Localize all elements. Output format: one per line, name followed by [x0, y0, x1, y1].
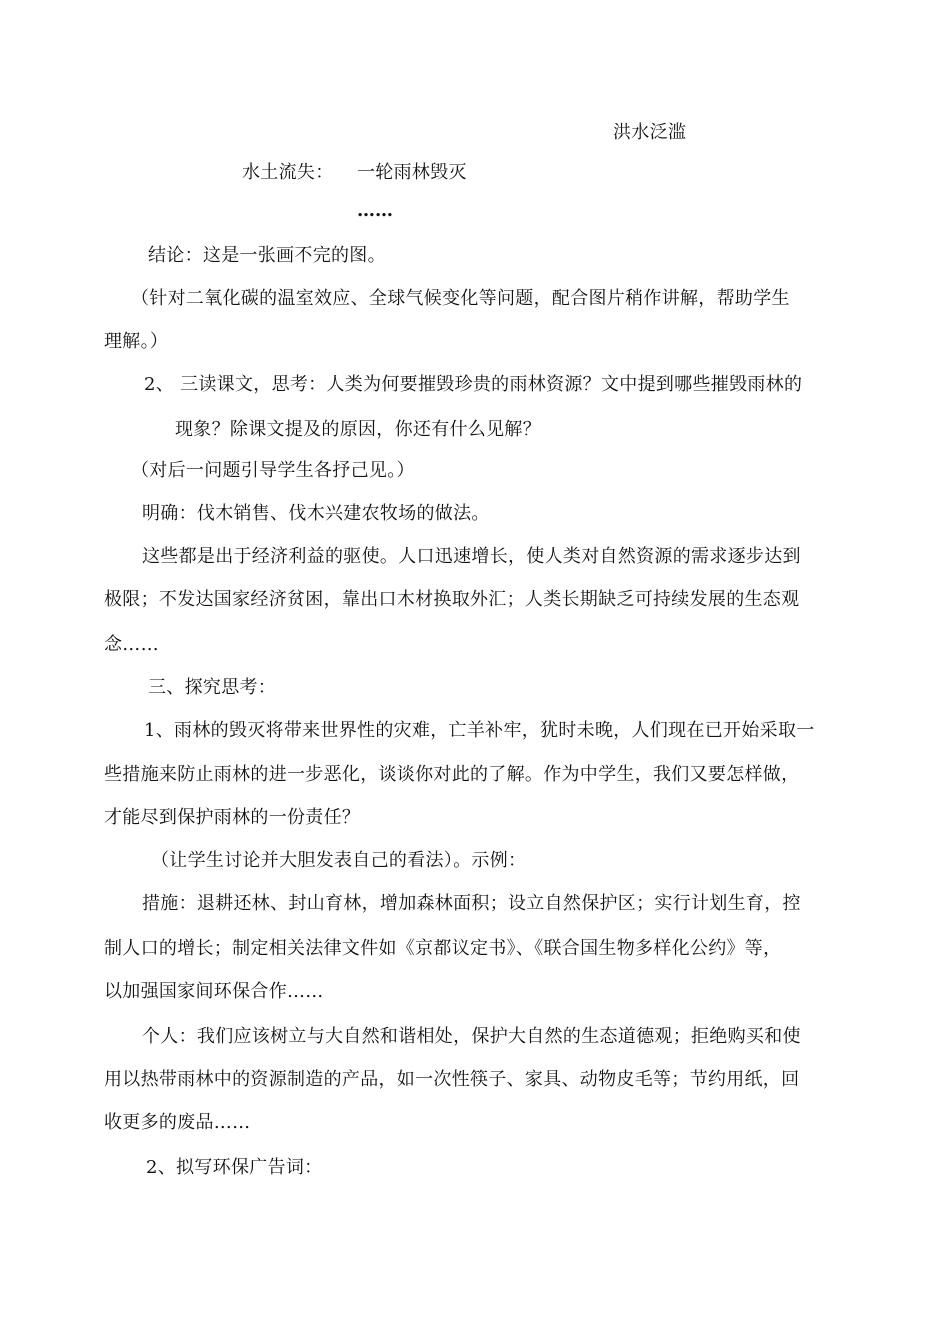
para1-line2: 极限；不发达国家经济贫困，靠出口木材换取外汇；人类长期缺乏可持续发展的生态观 [104, 589, 800, 610]
diagram-soil-loss: 水土流失： [242, 162, 334, 183]
para1-line1: 这些都是出于经济利益的驱使。人口迅速增长，使人类对自然资源的需求逐步达到 [142, 546, 801, 567]
note1-line1: （针对二氧化碳的温室效应、全球气候变化等问题，配合图片稍作讲解，帮助学生 [131, 288, 790, 309]
note3: （让学生讨论并大胆发表自己的看法）。示例： [151, 850, 527, 871]
q2-line2: 现象？除课文提及的原因，你还有什么见解？ [175, 419, 541, 440]
q2-line1: 2、 三读课文，思考：人类为何要摧毁珍贵的雨林资源？文中提到哪些摧毁雨林的 [144, 374, 803, 395]
conclusion: 结论：这是一张画不完的图。 [148, 245, 386, 266]
q2b-heading: 2、拟写环保广告词： [146, 1157, 323, 1178]
clarify: 明确：伐木销售、伐木兴建农牧场的做法。 [142, 503, 490, 524]
q1-line1: 1、雨林的毁灭将带来世界性的灾难，亡羊补牢，犹时未晚，人们现在已开始采取一 [144, 720, 815, 741]
measures-line3: 以加强国家间环保合作…… [104, 981, 324, 1002]
measures-line1: 措施：退耕还林、封山育林，增加森林面积；设立自然保护区；实行计划生育，控 [142, 893, 801, 914]
q1-line3: 才能尽到保护雨林的一份责任？ [104, 807, 361, 828]
diagram-ellipsis: …… [357, 200, 393, 221]
note2: （对后一问题引导学生各抒己见。） [131, 460, 415, 481]
personal-line2: 用以热带雨林中的资源制造的产品，如一次性筷子、家具、动物皮毛等；节约用纸，回 [104, 1069, 800, 1090]
note1-line2: 理解。） [104, 331, 169, 352]
diagram-rainforest: 一轮雨林毁灭 [357, 162, 467, 183]
diagram-flood: 洪水泛滥 [613, 122, 687, 143]
section3-heading: 三、探究思考： [148, 677, 277, 698]
q1-line2: 些措施来防止雨林的进一步恶化，谈谈你对此的了解。作为中学生，我们又要怎样做， [104, 764, 800, 785]
para1-line3: 念…… [104, 634, 159, 655]
personal-line1: 个人：我们应该树立与大自然和谐相处，保护大自然的生态道德观；拒绝购买和使 [142, 1026, 801, 1047]
measures-line2: 制人口的增长；制定相关法律文件如《京都议定书》、《联合国生物多样化公约》等， [104, 938, 782, 959]
personal-line3: 收更多的废品…… [104, 1112, 251, 1133]
